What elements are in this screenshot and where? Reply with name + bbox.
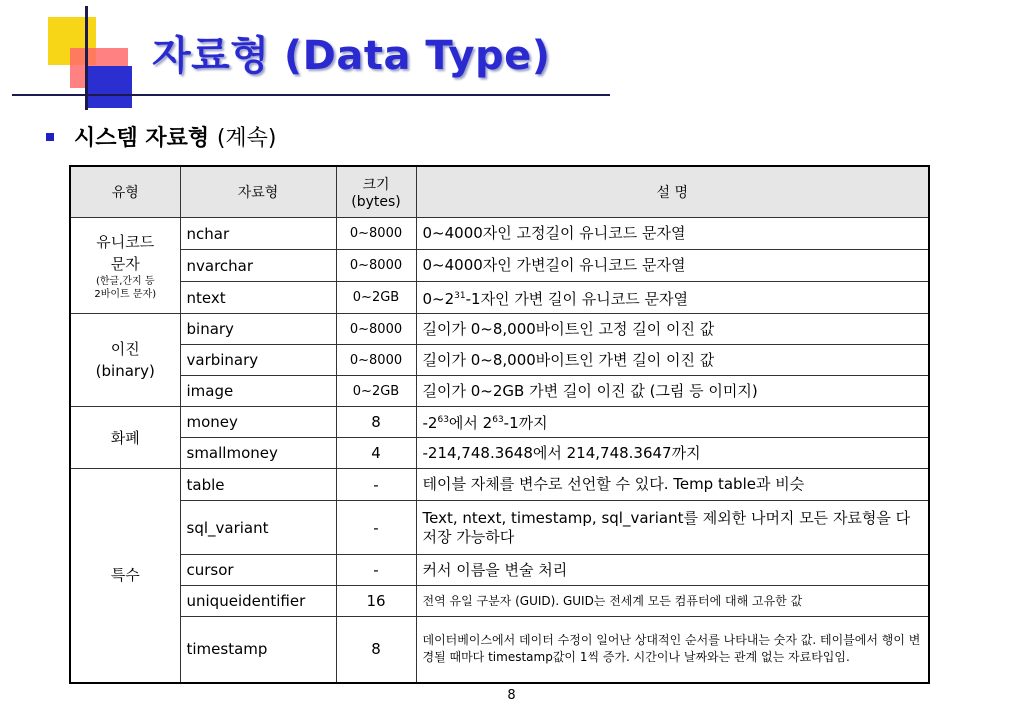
description-cell: 0~4000자인 가변길이 유니코드 문자열 — [416, 250, 929, 282]
category-unicode-note1: (한글,간지 등 — [95, 275, 155, 287]
size-cell: 0~2GB — [336, 282, 416, 314]
description-cell: -214,748.3648에서 214,748.3647까지 — [416, 438, 929, 469]
description-cell: 길이가 0~8,000바이트인 고정 길이 이진 값 — [416, 314, 929, 345]
type-cell: smallmoney — [180, 438, 336, 469]
size-cell: 16 — [336, 586, 416, 617]
category-special: 특수 — [70, 469, 180, 683]
category-binary-line1: 이진 — [110, 340, 140, 358]
table-row — [70, 282, 929, 314]
slide-title: 자료형 (Data Type) — [152, 33, 551, 79]
table-header-row — [70, 166, 929, 218]
data-type-table — [69, 165, 930, 684]
table-row — [70, 555, 929, 586]
desc-part: -2 — [422, 414, 438, 432]
category-unicode-line1: 유니코드 — [96, 232, 155, 251]
table-row — [70, 438, 929, 469]
desc-part: -1자인 가변 길이 유니코드 문자열 — [465, 289, 689, 308]
category-unicode — [70, 218, 180, 314]
desc-superscript: 63 — [437, 415, 449, 425]
bullet-main: 시스템 자료형 — [74, 126, 210, 151]
header-type: 자료형 — [180, 166, 336, 218]
bullet-text — [74, 121, 277, 152]
table-row — [70, 218, 929, 250]
type-cell: ntext — [180, 282, 336, 314]
size-cell: - — [336, 555, 416, 586]
bullet-item — [46, 121, 277, 152]
table-row — [70, 501, 929, 555]
table-row — [70, 469, 929, 501]
table-row — [70, 407, 929, 438]
category-binary — [70, 314, 180, 407]
table-row — [70, 250, 929, 282]
category-unicode-note2: 2바이트 문자) — [94, 288, 157, 300]
description-cell: 전역 유일 구분자 (GUID). GUID는 전세계 모든 컴퓨터에 대해 고유한 값 — [416, 586, 929, 617]
size-cell: 4 — [336, 438, 416, 469]
size-cell: 8 — [336, 617, 416, 683]
page-number: 8 — [507, 688, 516, 703]
description-cell: 커서 이름을 변술 처리 — [416, 555, 929, 586]
size-cell: 0~2GB — [336, 376, 416, 407]
desc-superscript: 63 — [492, 415, 504, 425]
desc-superscript: 31 — [454, 290, 466, 301]
category-money: 화폐 — [70, 407, 180, 469]
category-unicode-line2: 문자 — [110, 254, 140, 273]
size-cell: - — [336, 501, 416, 555]
size-cell: 0~8000 — [336, 345, 416, 376]
bullet-square-icon — [46, 133, 54, 141]
type-cell: sql_variant — [180, 501, 336, 555]
description-cell: 0~4000자인 고정길이 유니코드 문자열 — [416, 218, 929, 250]
description-cell — [416, 282, 929, 314]
type-cell: nchar — [180, 218, 336, 250]
table-row — [70, 345, 929, 376]
decorative-blue-block — [86, 66, 132, 108]
type-cell: timestamp — [180, 617, 336, 683]
type-cell: cursor — [180, 555, 336, 586]
table-row — [70, 586, 929, 617]
size-cell: - — [336, 469, 416, 501]
type-cell: nvarchar — [180, 250, 336, 282]
description-cell: 길이가 0~2GB 가변 길이 이진 값 (그림 등 이미지) — [416, 376, 929, 407]
type-cell: table — [180, 469, 336, 501]
desc-part: 0~2 — [422, 289, 455, 308]
description-cell: Text, ntext, timestamp, sql_variant를 제외한 나머지 모든 자료형을 다 저장 가능하다 — [416, 501, 929, 555]
table-row — [70, 376, 929, 407]
header-size: 크기 (bytes) — [336, 166, 416, 218]
bullet-paren: (계속) — [216, 126, 277, 151]
type-cell: binary — [180, 314, 336, 345]
size-cell: 0~8000 — [336, 250, 416, 282]
description-cell: 테이블 자체를 변수로 선언할 수 있다. Temp table과 비슷 — [416, 469, 929, 501]
size-cell: 0~8000 — [336, 314, 416, 345]
table-row — [70, 617, 929, 683]
size-cell: 0~8000 — [336, 218, 416, 250]
description-cell: 길이가 0~8,000바이트인 가변 길이 이진 값 — [416, 345, 929, 376]
header-description: 설 명 — [416, 166, 929, 218]
header-category: 유형 — [70, 166, 180, 218]
category-binary-line2: (binary) — [95, 362, 155, 380]
type-cell: image — [180, 376, 336, 407]
title-underline — [12, 94, 610, 96]
type-cell: varbinary — [180, 345, 336, 376]
desc-part: -1까지 — [503, 414, 548, 432]
type-cell: uniqueidentifier — [180, 586, 336, 617]
table-row — [70, 314, 929, 345]
description-cell: 데이터베이스에서 데이터 수정이 일어난 상대적인 순서를 나타내는 숫자 값. 테이블에서 행이 변경될 때마다 timestamp값이 1씩 증가. 시간이나 날짜와는 관계 없는 자료타입임. — [416, 617, 929, 683]
type-cell: money — [180, 407, 336, 438]
desc-part: 에서 2 — [448, 414, 493, 432]
description-cell — [416, 407, 929, 438]
size-cell: 8 — [336, 407, 416, 438]
